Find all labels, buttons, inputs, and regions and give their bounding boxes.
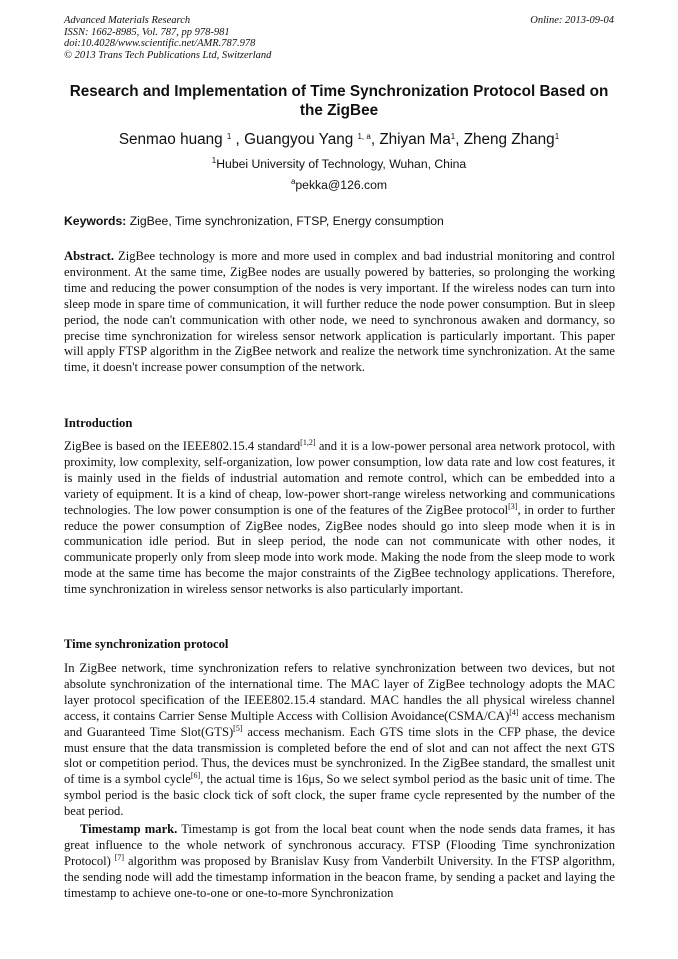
journal-info	[64, 15, 271, 61]
journal-name: Advanced Materials Research	[64, 15, 191, 26]
paragraph-text: Timestamp is got from the local beat count when the node sends data frames, it has great influence to the whole network of synchronous accuracy. FTSP (Flooding Time synchronization Protocol)	[64, 822, 615, 868]
author-sup: 1, a	[357, 132, 371, 141]
paragraph-text: In ZigBee network, time synchronization refers to relative synchronization between two devices, but not absolute synchronization of the international time. The MAC layer of ZigBee technology adopts the MAC layer protocol specification of the IEEE802.15.4 standard. MAC handles the all physical wireless channel access, it contains Carrier Sense Multiple Access with Collision Avoidance(CSMA/CA)	[64, 661, 615, 723]
paragraph-text: ZigBee is based on the IEEE802.15.4 standard	[64, 439, 301, 453]
introduction-heading: Introduction	[64, 416, 133, 430]
issn: ISSN: 1662-8985, Vol. 787, pp 978-981	[64, 26, 230, 38]
email-text: pekka@126.com	[295, 178, 388, 192]
abstract-label: Abstract.	[64, 249, 115, 263]
online-date: Online: 2013-09-04	[530, 15, 614, 26]
citation: [3]	[508, 501, 518, 511]
paragraph-text: access mechanism. Each GTS time slots in the CFP phase, the device must ensure that the data transmission is completed before the end of slot and can not affect the next GTS slot or competition period. Thus, the devices must be synchronized. In the ZigBee standard, the smallest unit of time is a symbol cycle	[64, 724, 616, 787]
affiliation-text: Hubei University of Technology, Wuhan, China	[216, 157, 467, 171]
author-name: Zhiyan Ma	[379, 131, 451, 148]
doi: doi:10.4028/www.scientific.net/AMR.787.978	[64, 38, 256, 49]
time-sync-heading: Time synchronization protocol	[64, 637, 229, 651]
abstract-text: ZigBee technology is more and more used in complex and bad industrial monitoring and control environment. At the same time, ZigBee nodes are usually powered by batteries, so prolonging the working time and reducing the power consumption of the nodes is very important. If the wireless nodes can turn into sleep mode in spare time of communication, it will further reduce the node power consumption. But in sleep period, the node can't communication with other node, we need to synchronous awaken and dormancy, so precise time synchronization for wireless sensor network application is particularly important. This paper will apply FTSP algorithm in the ZigBee network and realize the network time synchronization. At the same time, it doesn't increase power consumption of the network.	[64, 249, 615, 375]
author-name: Senmao huang	[118, 131, 223, 148]
citation: [5]	[233, 723, 243, 733]
author-email	[64, 178, 614, 192]
author-name: Guangyou Yang	[244, 131, 354, 148]
citation: [4]	[509, 707, 519, 717]
keywords-text: ZigBee, Time synchronization, FTSP, Energy consumption	[129, 214, 444, 228]
citation: [6]	[190, 771, 201, 781]
paragraph-text: algorithm was proposed by Branislav Kusy from Vanderbilt University. In the FTSP algorithm, the sending node will add the timestamp information in the beacon frame, by sending a packet and laying the timestamp to achieve one-to-one or one-to-more Synchronization	[64, 853, 615, 900]
author-sup: 1	[554, 132, 560, 141]
author-name: Zheng Zhang	[463, 131, 555, 148]
copyright: © 2013 Trans Tech Publications Ltd, Switzerland	[64, 49, 272, 61]
timestamp-paragraph	[64, 822, 615, 902]
author-sup: 1	[450, 132, 456, 141]
paper-title: Research and Implementation of Time Synchronization Protocol Based on the ZigBee	[69, 83, 609, 119]
keywords	[64, 214, 638, 228]
email-sup: a	[290, 177, 296, 186]
paragraph-text: access mechanism and Guaranteed Time Slot(GTS)	[64, 708, 616, 739]
affiliation	[64, 157, 614, 171]
paragraph-text: , the actual time is 16μs, So we select symbol period as the basic unit of time. The symbol period is the basic clock tick of soft clock, the super frame cycle represented by the number of the beat period.	[64, 772, 615, 819]
citation: [1,2]	[300, 438, 316, 447]
author-sup: 1	[226, 132, 232, 141]
citation: [7]	[114, 852, 125, 862]
paragraph-text: , in order to further reduce the power consumption of ZigBee nodes, ZigBee nodes should go into sleep mode when it is in communication idle period. But in sleep period, the node can not communicate with other nodes, it communicate properly only from sleep mode into work mode. Making the node from the sleep mode to work mode at the same time has become the major constraints of the ZigBee technology applications. Therefore, time synchronization in wireless sensor networks is also particularly important.	[64, 502, 615, 597]
keywords-label: Keywords:	[64, 214, 127, 228]
abstract	[64, 249, 615, 376]
author-list: Senmao huang $^1$ , Guangyou Yang $^{1, a}$, Zhiyan Ma$^1$, Zheng Zhang$^1$	[118, 131, 560, 148]
time-sync-paragraph	[64, 661, 615, 820]
affiliation-sup: 1	[211, 156, 217, 165]
paragraph-text: and it is a low-power personal area network protocol, with proximity, low complexity, self-organization, low power consumption, low data rate and low cost features, it is mainly used in the fields of industrial automation and remote control, which can be embedded into a variety of equipment. It is a kind of cheap, low-power short-range wireless networking and communications technologies. The low power consumption is one of the features of the ZigBee protocol	[64, 439, 615, 517]
timestamp-label: Timestamp mark.	[80, 822, 178, 836]
introduction-paragraph	[64, 439, 615, 598]
